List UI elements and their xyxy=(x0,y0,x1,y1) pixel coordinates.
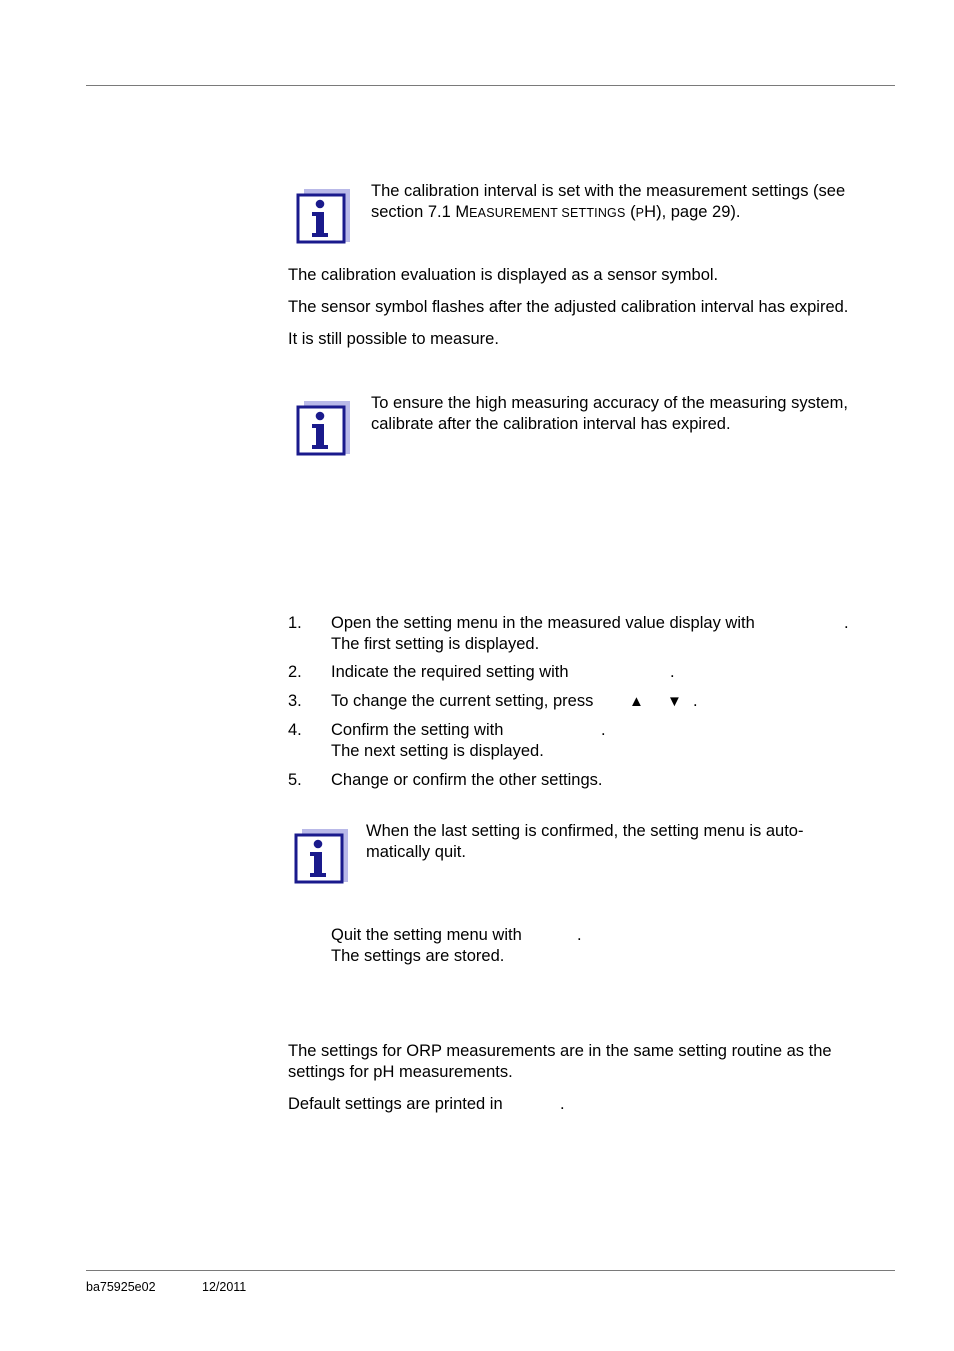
note-calibration-interval-line2: section 7.1 MEASUREMENT SETTINGS (PH), page 29). xyxy=(371,203,741,221)
quit-line1: Quit the setting menu with xyxy=(331,926,522,944)
step-4-line2: The next setting is displayed. xyxy=(331,742,544,760)
default-settings-end: . xyxy=(560,1095,565,1113)
orp-settings-line1: The settings for ORP measurements are in the same setting routine as the xyxy=(288,1042,832,1060)
paragraph-sensor-flash: The sensor symbol flashes after the adjusted calibration interval has expired. xyxy=(288,298,849,316)
step-2-line1: Indicate the required setting with xyxy=(331,663,569,681)
header-rule xyxy=(86,85,895,86)
quit-line2: The settings are stored. xyxy=(331,947,505,965)
info-icon xyxy=(294,826,350,884)
step-5-line1: Change or confirm the other settings. xyxy=(331,771,603,789)
step-3-line1: To change the current setting, press xyxy=(331,692,594,710)
step-number: 4. xyxy=(288,721,302,739)
step-1-end: . xyxy=(844,614,849,632)
quit-end: . xyxy=(577,926,582,944)
note-accuracy-line2: calibrate after the calibration interval has expired. xyxy=(371,415,731,433)
step-4-end: . xyxy=(601,721,606,739)
footer-doc-id: ba75925e02 xyxy=(86,1280,156,1294)
step-1-line1: Open the setting menu in the measured value display with xyxy=(331,614,755,632)
step-number: 3. xyxy=(288,692,302,710)
note-auto-quit-line1: When the last setting is confirmed, the setting menu is auto- xyxy=(366,822,804,840)
note-calibration-interval-line1: The calibration interval is set with the measurement settings (see xyxy=(371,182,846,200)
orp-settings-line2: settings for pH measurements. xyxy=(288,1063,513,1081)
up-arrow-icon: ▲ xyxy=(629,693,644,710)
footer-rule xyxy=(86,1270,895,1271)
step-number: 2. xyxy=(288,663,302,681)
step-3-end: . xyxy=(693,692,698,710)
step-number: 1. xyxy=(288,614,302,632)
note-auto-quit-line2: matically quit. xyxy=(366,843,466,861)
step-4-line1: Confirm the setting with xyxy=(331,721,504,739)
paragraph-still-measure: It is still possible to measure. xyxy=(288,330,499,348)
info-icon xyxy=(296,186,352,244)
step-2-end: . xyxy=(670,663,675,681)
footer-date: 12/2011 xyxy=(202,1280,247,1294)
default-settings-text: Default settings are printed in xyxy=(288,1095,503,1113)
down-arrow-icon: ▼ xyxy=(667,693,682,710)
note-accuracy-line1: To ensure the high measuring accuracy of the measuring system, xyxy=(371,394,848,412)
step-number: 5. xyxy=(288,771,302,789)
paragraph-evaluation: The calibration evaluation is displayed as a sensor symbol. xyxy=(288,266,719,284)
info-icon xyxy=(296,398,352,456)
step-1-line2: The first setting is displayed. xyxy=(331,635,540,653)
